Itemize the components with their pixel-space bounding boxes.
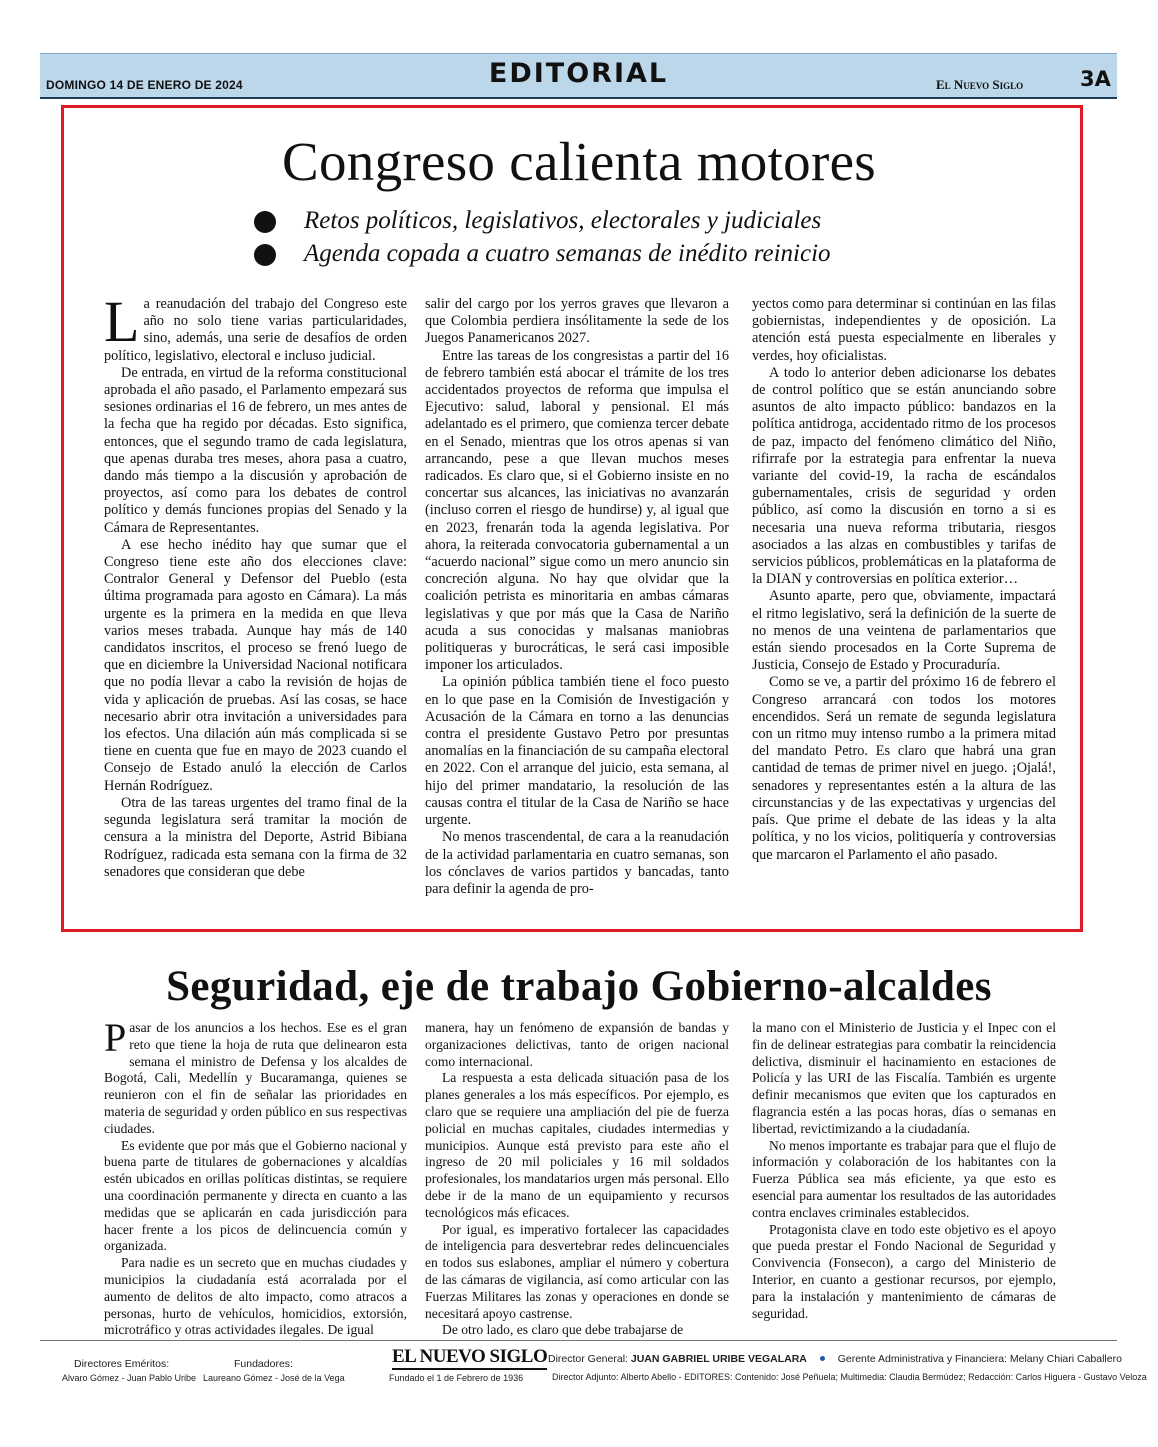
page-header	[40, 53, 1117, 99]
bullet-dot-icon	[254, 244, 276, 266]
subhead-item: Agenda copada a cuatro semanas de inédito reinicio	[254, 237, 831, 270]
header-date: DOMINGO 14 DE ENERO DE 2024	[46, 78, 243, 92]
paragraph: la mano con el Ministerio de Justicia y el Inpec con el fin de delinear estrategias para combatir la reincidencia delictiva, disminuir el hacinamiento en estaciones de Policía y las URI de las Fiscalía. También es urgente definir mecanismos que eviten que los capturados en flagrancia estén a las pocas horas, días o semanas en libertad, revictimizando a la ciudadanía.	[752, 1020, 1056, 1136]
paragraph: De entrada, en virtud de la reforma constitucional aprobada el año pasado, el Parlamento empezará sus sesiones ordinarias el 16 de febrero, un mes antes de la fecha que ha regido por décadas. Esto significa, entonces, que el segundo tramo de cada legislatura, que apenas duraba tres meses, ahora pasa a cuatro, dando más tiempo a la discusión y aprobación de proyectos, así como para los debates de control político y demás funciones propias del Senado y la Cámara de Representantes.	[104, 364, 407, 536]
founders-names: Laureano Gómez - José de la Vega	[203, 1373, 345, 1383]
emeritus-label: Directores Eméritos:	[74, 1358, 170, 1370]
drop-cap: P	[104, 1015, 127, 1060]
staff-line-1	[548, 1353, 1122, 1365]
paragraph: Como se ve, a partir del próximo 16 de febrero el Congreso arrancará con todos los motores encendidos. Será un remate de segunda legislatura con un ritmo muy intenso rumbo a la primera mitad del mandato Petro. Es claro que habrá una gran cantidad de temas de primer nivel en juego. ¡Ojalá!, senadores y representantes estén a la altura de las circunstancias y de las expectativas y urgencias del país. Que prime el debate de las ideas y la alta política, y no los vicios, politiquería y controversias que marcaron el Parlamento el año pasado.	[752, 674, 1056, 863]
article1-subheads	[254, 204, 831, 270]
editors-label: EDITORES:	[684, 1372, 733, 1382]
director-label: Director General:	[548, 1353, 628, 1365]
article1-column-1	[104, 289, 407, 881]
paragraph: No menos importante es trabajar para que el flujo de información y colaboración de los habitantes con la Fuerza Pública sea más eficiente, ya que esto es esencial para aumentar los resultados de las autoridades contra enclaves criminales establecidos.	[752, 1137, 1056, 1220]
separator-dot-icon	[820, 1356, 825, 1361]
article2-column-1	[104, 1015, 407, 1339]
subhead-item: Retos políticos, legislativos, electorales y judiciales	[254, 204, 831, 237]
footer-divider	[40, 1340, 1117, 1341]
paragraph: Asunto aparte, pero que, obviamente, impactará el ritmo legislativo, será la definición de la suerte de no menos de una veintena de parlamentarios que están siendo procesados en la Corte Suprema de Justicia, Consejo de Estado y Procuraduría.	[752, 588, 1056, 674]
header-brand: El Nuevo Siglo	[936, 77, 1024, 92]
paragraph: Protagonista clave en todo este objetivo es el apoyo que pueda prestar el Fondo Nacional de Seguridad y Convivencia (Fonsecon), a cargo del Ministerio de Interior, en cuanto a gestionar recursos, por ejemplo, para la instalación y mantenimiento de cámaras de seguridad.	[752, 1221, 1056, 1321]
page-number: 3A	[1080, 67, 1111, 91]
paragraph: manera, hay un fenómeno de expansión de bandas y organizaciones delictivas, tanto de origen nacional como internacional.	[425, 1020, 729, 1069]
paragraph: Entre las tareas de los congresistas a partir del 16 de febrero también está abocar el trámite de los tres accidentados proyectos de reforma que impulsa el Ejecutivo: salud, laboral y pensional. El más adelantado es el primero, que comienza tercer debate en el Senado, mientras que los otros apenas si van arrancando, pese a que llevan muchos meses radicados. Es claro que, si el Gobierno insiste en no concertar sus alcances, las iniciativas no avanzarán (incluso corren el riesgo de hundirse) y, al igual que en 2023, frenarán toda la agenda legislativa. Por ahora, la reiterada convocatoria gubernamental a un “acuerdo nacional” sigue como un mero anuncio sin concreción alguna. No hay que olvidar que la coalición petrista es minoritaria en ambas cámaras legislativas y que por más que la Casa de Nariño acuda a sus conocidas y malsanas maniobras politiqueras y burocráticas, le será casi imposible imponer los articulados.	[425, 347, 729, 674]
footer-logo: EL NUEVO SIGLO	[392, 1346, 547, 1370]
paragraph: A todo lo anterior deben adicionarse los debates de control político que se están anunciando sobre asuntos de alto impacto público: bandazos en la política antidroga, accidentado ritmo de los procesos de paz, impacto del fenómeno climático del Niño, rifirrafe por la estrategia para enfrentar la nueva variante del covid-19, la racha de escándalos gubernamentales, crisis de seguridad y orden público, así como la discusión en torno a si es necesaria una nueva reforma tributaria, riesgos asociados a las alzas en combustibles y tarifas de servicios públicos, problemáticas en la plataforma de la DIAN y controversias en política exterior…	[752, 364, 1056, 588]
founded-date: Fundado el 1 de Febrero de 1936	[389, 1373, 524, 1383]
director-name: JUAN GABRIEL URIBE VEGALARA	[630, 1353, 807, 1365]
paragraph: yectos como para determinar si continúan en las filas gobiernistas, independientes y de oposición. La atención está puesta especialmente en liberales y verdes, hoy oficialistas.	[752, 296, 1056, 364]
article2-column-3	[752, 1020, 1056, 1322]
paragraph: Por igual, es imperativo fortalecer las capacidades de inteligencia para desvertebrar redes delincuenciales en todos sus eslabones, ampliar el número y cobertura de las cámaras de vigilancia, así como articular con las Fuerzas Militares las zonas y operaciones en donde se necesitará apoyo castrense.	[425, 1221, 729, 1321]
article2-column-2	[425, 1020, 729, 1339]
article1-column-2	[425, 296, 729, 898]
paragraph: La opinión pública también tiene el foco puesto en lo que pase en la Comisión de Investigación y Acusación de la Cámara en torno a las denuncias contra el presidente Gustavo Petro por presuntas anomalías en la financiación de su campaña electoral en 2022. Con el arranque del juicio, esta semana, al hijo del primer mandatario, la resolución de las causas contra el titular de la Casa de Nariño se hace urgente.	[425, 674, 729, 829]
article1-title: Congreso calienta motores	[282, 131, 876, 192]
adjunto-label: Director Adjunto:	[552, 1372, 619, 1382]
paragraph: No menos trascendental, de cara a la reanudación de la actividad parlamentaria en cuatro semanas, son los cónclaves de varios partidos y bancadas, tanto para definir la agenda de pro-	[425, 829, 729, 897]
section-title: EDITORIAL	[488, 58, 669, 89]
paragraph: Es evidente que por más que el Gobierno nacional y buena parte de titulares de gobernaciones y alcaldías estén ubicados en orillas políticas distintas, se requiere una coordinación permanente y directa en cuanto a las medidas que se aplicarán en cada jurisdicción para hacer frente a los picos de delincuencia común y organizada.	[104, 1137, 407, 1254]
paragraph: salir del cargo por los yerros graves que llevaron a que Colombia perdiera insólitamente la sede de los Juegos Panamericanos 2027.	[425, 296, 729, 347]
manager-name: Melany Chiari Caballero	[1009, 1353, 1122, 1365]
paragraph: De otro lado, es claro que debe trabajarse de	[442, 1322, 684, 1338]
paragraph: A ese hecho inédito hay que sumar que el Congreso tiene este año dos elecciones clave: Contralor General y Defensor del Pueblo (esta última programada para agosto en Cámara). La más urgente es la primera en la medida en que lleva varios meses trabada. Aunque hay más de 140 candidatos inscritos, el proceso se frenó luego de que en diciembre la Universidad Nacional notificara que no podía llevar a cabo la revisión de hojas de vida y aplicación de pruebas. Así las cosas, se hace necesario abrir otra invitación a universidades para los efectos. Una dilación aún más complicada si se tiene en cuenta que fue en mayo de 2023 cuando el Consejo de Estado anuló la elección de Carlos Hernán Rodríguez.	[104, 536, 407, 794]
paragraph: La reanudación del trabajo del Congreso este año no solo tiene varias particularidades, sino, además, una serie de desafíos de orden político, legislativo, electoral e incluso judicial.	[104, 289, 407, 364]
article1-column-3	[752, 296, 1056, 864]
bullet-dot-icon	[254, 211, 276, 233]
emeritus-names: Alvaro Gómez - Juan Pablo Uribe	[62, 1373, 197, 1383]
adjunto-name: Alberto Abello	[620, 1372, 677, 1382]
paragraph: Otra de las tareas urgentes del tramo final de la segunda legislatura será tramitar la moción de censura a la ministra del Deporte, Astrid Bibiana Rodríguez, radicada esta semana con la firma de 32 senadores que consideran que debe	[104, 794, 407, 880]
drop-cap: L	[104, 289, 140, 354]
founders-label: Fundadores:	[234, 1358, 293, 1370]
manager-label: Gerente Administrativa y Financiera:	[837, 1353, 1007, 1365]
paragraph: Para nadie es un secreto que en muchas ciudades y municipios la ciudadanía está acorralada por el aumento de delitos de alto impacto, como atracos a personas, hurto de vehículos, homicidios, extorsión, microtráfico y otras actividades ilegales. De igual	[104, 1255, 407, 1338]
paragraph: Pasar de los anuncios a los hechos. Ese es el gran reto que tiene la hoja de ruta que delinearon esta semana el ministro de Defensa y los alcaldes de Bogotá, Cali, Medellín y Bucaramanga, quienes se reunieron con el fin de señalar las prioridades en materia de seguridad y orden público en sus respectivas ciudades.	[104, 1015, 407, 1136]
staff-line-2: Director Adjunto: Alberto Abello - EDITORES: Contenido: José Peñuela; Multimedia: Claudia Bermúdez; Redacción: Carlos Higuera - Gustavo Veloza	[552, 1372, 1147, 1382]
paragraph: La respuesta a esta delicada situación pasa de los planes generales a los más específicos. Por ejemplo, es claro que se requiere una ampliación del pie de fuerza policial en muchas capitales, ciudades intermedias y municipios. Aunque está previsto para este año el ingreso de 20 mil policiales y 16 mil soldados profesionales, los mandatarios urgen más personal. Ello debe ir de la mano de un equipamiento y recursos tecnológicos más eficaces.	[425, 1070, 729, 1220]
editors-text: Contenido: José Peñuela; Multimedia: Claudia Bermúdez; Redacción: Carlos Higuera - Gustavo Veloza	[734, 1372, 1147, 1382]
article2-title: Seguridad, eje de trabajo Gobierno-alcaldes	[166, 963, 992, 1010]
